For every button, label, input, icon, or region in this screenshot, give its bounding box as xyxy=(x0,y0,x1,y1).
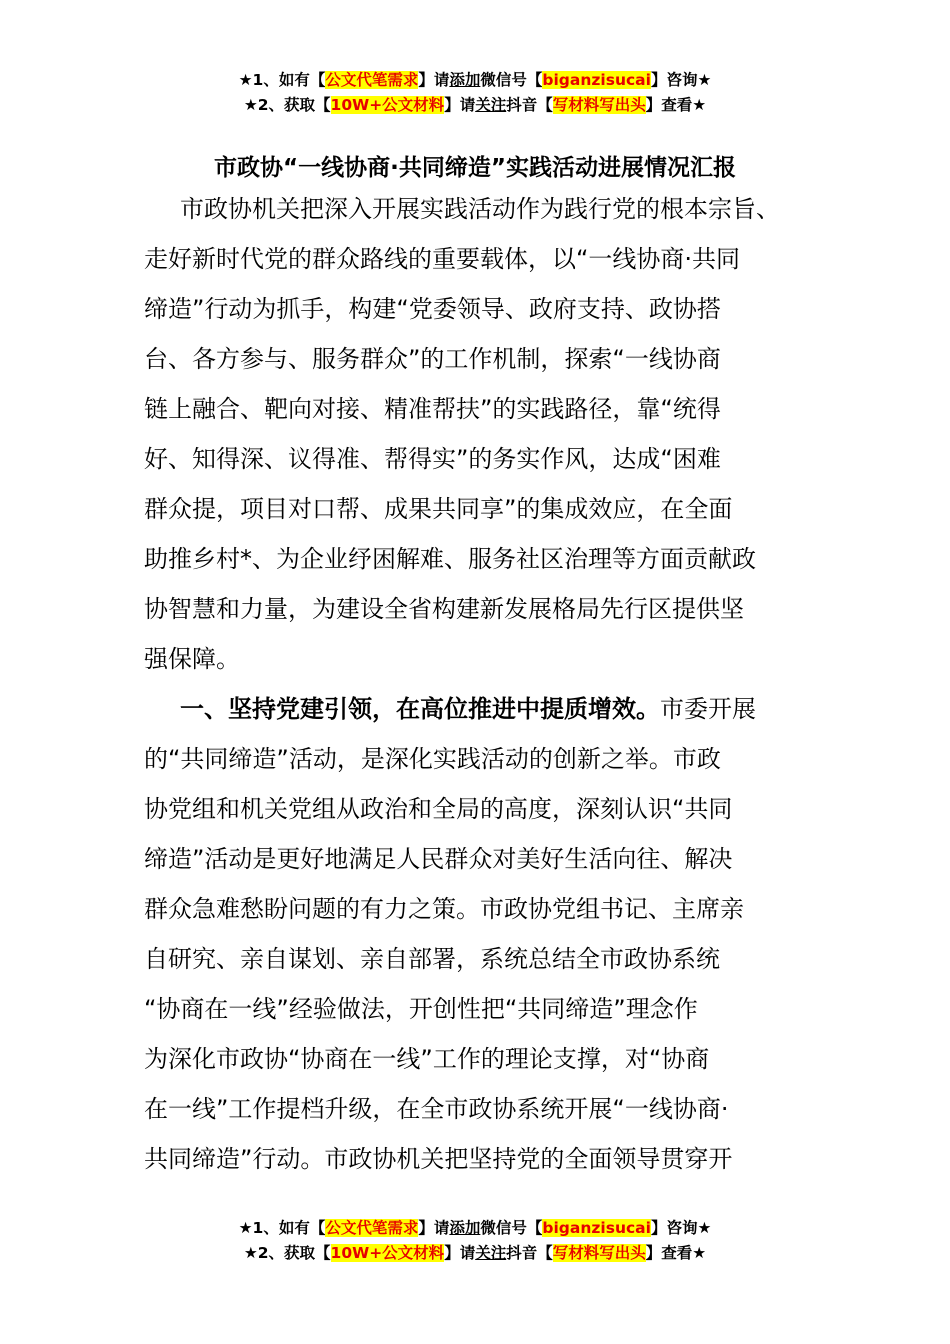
banner-text: ★2、获取【 xyxy=(243,1244,331,1262)
banner-line-2 xyxy=(0,1241,950,1266)
banner-text: 抖音【 xyxy=(506,1244,553,1262)
banner-text: ★1、如有【 xyxy=(238,1219,326,1237)
text-line: 在一线”工作提档升级，在全市政协系统开展“一线协商· xyxy=(144,1095,729,1123)
banner-highlight-wechat-id: biganzisucai xyxy=(542,1219,651,1237)
banner-underline: 关注 xyxy=(475,96,507,114)
banner-line-1 xyxy=(0,68,950,93)
text-line: 群众急难愁盼问题的有力之策。市政协党组书记、主席亲 xyxy=(144,895,744,923)
text-line: 台、各方参与、服务群众”的工作机制，探索“一线协商 xyxy=(144,345,721,373)
banner-highlight: 10W+公文材料 xyxy=(330,1244,445,1262)
banner-text: 】咨询★ xyxy=(650,71,712,89)
banner-underline: 添加 xyxy=(449,71,481,89)
text-line: 市政协机关把深入开展实践活动作为践行党的根本宗旨、 xyxy=(180,195,780,223)
text-line: 群众提，项目对口帮、成果共同享”的集成效应，在全面 xyxy=(144,495,733,523)
banner-text: ★1、如有【 xyxy=(238,71,326,89)
section-text: 市委开展 xyxy=(660,695,756,723)
banner-text: 抖音【 xyxy=(506,96,553,114)
text-line: “协商在一线”经验做法，开创性把“共同缔造”理念作 xyxy=(144,995,698,1023)
text-line: 协智慧和力量，为建设全省构建新发展格局先行区提供坚 xyxy=(144,595,744,623)
text-line: 共同缔造”行动。市政协机关把坚持党的全面领导贯穿开 xyxy=(144,1145,733,1173)
banner-highlight: 公文代笔需求 xyxy=(325,1219,419,1237)
banner-text: 微信号【 xyxy=(480,1219,543,1237)
banner-highlight: 10W+公文材料 xyxy=(330,96,445,114)
banner-underline: 添加 xyxy=(449,1219,481,1237)
document-title: 市政协“一线协商·共同缔造”实践活动进展情况汇报 xyxy=(214,155,736,181)
text-line: 好、知得深、议得准、帮得实”的务实作风，达成“困难 xyxy=(144,445,721,473)
banner-highlight-wechat-id: biganzisucai xyxy=(542,71,651,89)
banner-highlight-douyin-id: 写材料写出头 xyxy=(552,1244,646,1262)
banner-highlight: 公文代笔需求 xyxy=(325,71,419,89)
banner-text: 】请 xyxy=(418,71,450,89)
text-line: 为深化市政协“协商在一线”工作的理论支撑，对“协商 xyxy=(144,1045,710,1073)
text-line: 链上融合、靶向对接、精准帮扶”的实践路径，靠“统得 xyxy=(144,395,721,423)
text-line: 助推乡村*、为企业纾困解难、服务社区治理等方面贡献政 xyxy=(144,545,756,573)
banner-text: 】查看★ xyxy=(645,96,707,114)
banner-text: 】请 xyxy=(418,1219,450,1237)
footer-banner xyxy=(0,1216,950,1266)
text-line: 强保障。 xyxy=(144,645,240,673)
banner-text: 】查看★ xyxy=(645,1244,707,1262)
text-line: 缔造”行动为抓手，构建“党委领导、政府支持、政协搭 xyxy=(144,295,721,323)
banner-text: 微信号【 xyxy=(480,71,543,89)
document-body xyxy=(144,184,810,1184)
text-line: 的“共同缔造”活动，是深化实践活动的创新之举。市政 xyxy=(144,745,721,773)
text-line: 缔造”活动是更好地满足人民群众对美好生活向往、解决 xyxy=(144,845,733,873)
banner-highlight-douyin-id: 写材料写出头 xyxy=(552,96,646,114)
text-line: 走好新时代党的群众路线的重要载体，以“一线协商·共同 xyxy=(144,245,741,273)
banner-text: 】请 xyxy=(444,96,476,114)
section-heading: 一、坚持党建引领，在高位推进中提质增效。 xyxy=(180,695,660,723)
text-line: 协党组和机关党组从政治和全局的高度，深刻认识“共同 xyxy=(144,795,733,823)
banner-text: 】咨询★ xyxy=(650,1219,712,1237)
text-line xyxy=(144,684,810,734)
banner-text: ★2、获取【 xyxy=(243,96,331,114)
banner-underline: 关注 xyxy=(475,1244,507,1262)
paragraph-section-1 xyxy=(144,684,810,1184)
banner-text: 】请 xyxy=(444,1244,476,1262)
banner-line-1 xyxy=(0,1216,950,1241)
header-banner xyxy=(0,68,950,118)
paragraph-intro xyxy=(144,184,810,684)
text-line: 自研究、亲自谋划、亲自部署，系统总结全市政协系统 xyxy=(144,945,720,973)
banner-line-2 xyxy=(0,93,950,118)
